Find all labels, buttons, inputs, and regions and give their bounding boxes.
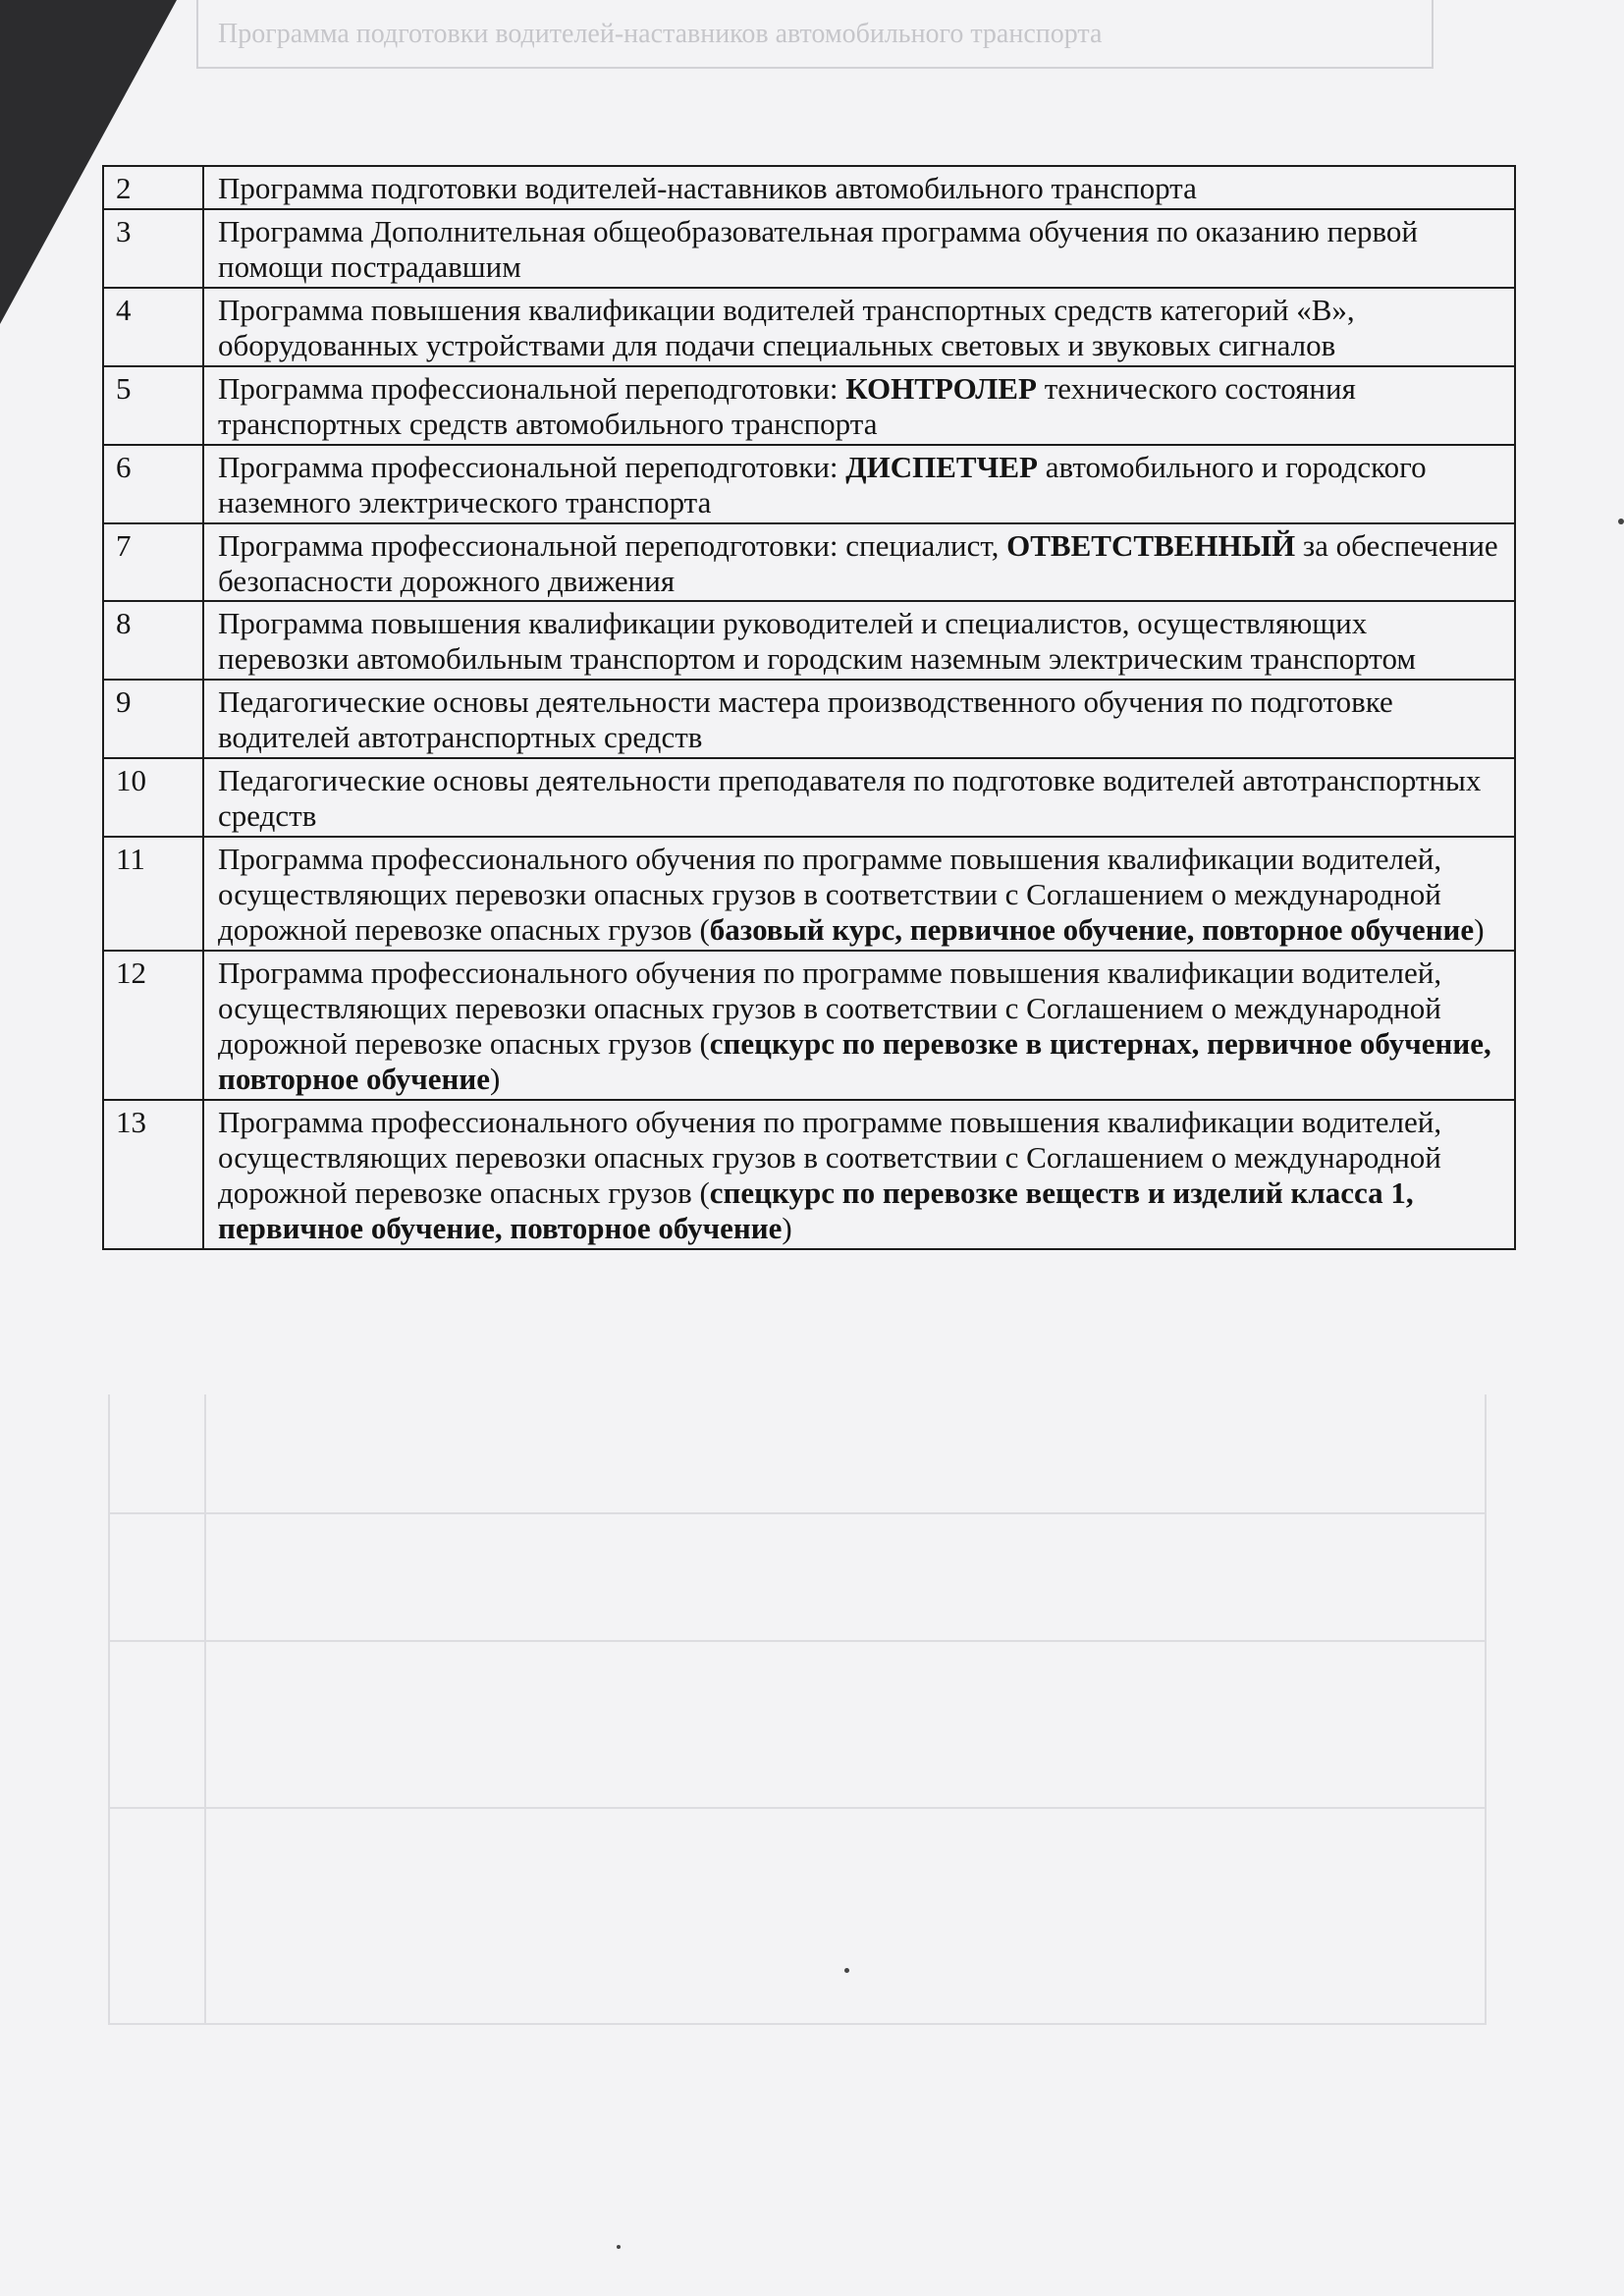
program-title-text: Программа профессионального обучения по программе повышения квалификации водителей, осуществляющих перевозки опасных грузов в соответствии с Соглашением о международной дорожной перевозке опасных грузов ( — [218, 956, 1442, 1061]
bleed-through-header-text: Программа подготовки водителей-наставников автомобильного транспорта — [218, 19, 1103, 49]
program-number: 13 — [103, 1100, 203, 1249]
program-title-emphasis: ДИСПЕТЧЕР — [845, 449, 1038, 484]
program-row — [103, 680, 1515, 758]
program-number: 12 — [103, 951, 203, 1100]
program-row — [103, 951, 1515, 1100]
programs-table-body — [103, 166, 1515, 1249]
program-title — [203, 366, 1515, 445]
scan-speck — [617, 2245, 621, 2249]
program-title — [203, 1100, 1515, 1249]
program-title-text: Педагогические основы деятельности преподавателя по подготовке водителей автотранспортных средств — [218, 763, 1482, 834]
program-title — [203, 837, 1515, 951]
program-title-text: Программа профессионального обучения по программе повышения квалификации водителей, осуществляющих перевозки опасных грузов в соответствии с Соглашением о международной дорожной перевозке опасных грузов ( — [218, 1104, 1442, 1210]
program-title — [203, 680, 1515, 758]
program-title-text: ) — [782, 1210, 792, 1245]
program-title-text: ) — [1474, 912, 1485, 948]
program-title-text: автомобильного и городского наземного электрического транспорта — [218, 449, 1427, 519]
bleed-through-row-line — [110, 1512, 1485, 1514]
program-row — [103, 445, 1515, 523]
program-title-text: Программа повышения квалификации водителей транспортных средств категорий «В», оборудованных устройствами для подачи специальных световых и звуковых сигналов — [218, 292, 1355, 362]
program-row — [103, 758, 1515, 837]
program-title — [203, 758, 1515, 837]
program-number: 9 — [103, 680, 203, 758]
program-title — [203, 523, 1515, 602]
program-title-emphasis: спецкурс по перевозке в цистернах, первичное обучение, повторное обучение — [218, 1025, 1491, 1096]
program-title-text: Программа подготовки водителей-наставников автомобильного транспорта — [218, 171, 1197, 205]
program-title — [203, 951, 1515, 1100]
bleed-through-row-line — [110, 1807, 1485, 1809]
program-title-text: Педагогические основы деятельности мастера производственного обучения по подготовке водителей автотранспортных средств — [218, 684, 1393, 755]
program-row — [103, 288, 1515, 366]
program-title-text: Программа профессиональной переподготовки: — [218, 370, 846, 406]
program-title — [203, 166, 1515, 209]
program-row — [103, 601, 1515, 680]
program-title-text: Программа профессиональной переподготовки: специалист, — [218, 527, 1007, 563]
bleed-through-column-line — [204, 1394, 206, 2023]
program-number: 2 — [103, 166, 203, 209]
scan-speck — [1618, 519, 1624, 524]
program-title-emphasis: КОНТРОЛЕР — [845, 370, 1037, 406]
program-row — [103, 523, 1515, 602]
program-title — [203, 601, 1515, 680]
program-row — [103, 209, 1515, 288]
program-title-text: за обеспечение безопасности дорожного движения — [218, 527, 1498, 598]
program-number: 4 — [103, 288, 203, 366]
program-row — [103, 1100, 1515, 1249]
program-number: 6 — [103, 445, 203, 523]
bleed-through-row-line — [110, 1640, 1485, 1642]
program-title — [203, 445, 1515, 523]
program-title-text: Программа профессионального обучения по программе повышения квалификации водителей, осуществляющих перевозки опасных грузов в соответствии с Соглашением о международной дорожной перевозке опасных грузов ( — [218, 842, 1442, 948]
programs-table — [102, 165, 1516, 1250]
program-title — [203, 288, 1515, 366]
bleed-through-header — [196, 0, 1434, 69]
program-row — [103, 366, 1515, 445]
program-number: 5 — [103, 366, 203, 445]
program-title — [203, 209, 1515, 288]
program-number: 7 — [103, 523, 203, 602]
program-number: 11 — [103, 837, 203, 951]
program-title-text: технического состояния транспортных средств автомобильного транспорта — [218, 370, 1356, 441]
program-number: 10 — [103, 758, 203, 837]
program-number: 8 — [103, 601, 203, 680]
program-title-emphasis: базовый курс, первичное обучение, повторное обучение — [709, 912, 1475, 948]
program-row — [103, 837, 1515, 951]
program-title-emphasis: ОТВЕТСТВЕННЫЙ — [1006, 527, 1296, 563]
program-title-emphasis: спецкурс по перевозке веществ и изделий класса 1, первичное обучение, повторное обучение — [218, 1175, 1414, 1245]
bleed-through-table — [108, 1394, 1487, 2025]
program-row — [103, 166, 1515, 209]
scan-speck — [844, 1968, 849, 1973]
program-title-text: ) — [490, 1061, 501, 1096]
program-title-text: Программа профессиональной переподготовки: — [218, 449, 846, 484]
program-title-text: Программа Дополнительная общеобразовательная программа обучения по оказанию первой помощи пострадавшим — [218, 213, 1418, 284]
program-title-text: Программа повышения квалификации руководителей и специалистов, осуществляющих перевозки автомобильным транспортом и городским наземным электрическим транспортом — [218, 606, 1416, 677]
program-number: 3 — [103, 209, 203, 288]
